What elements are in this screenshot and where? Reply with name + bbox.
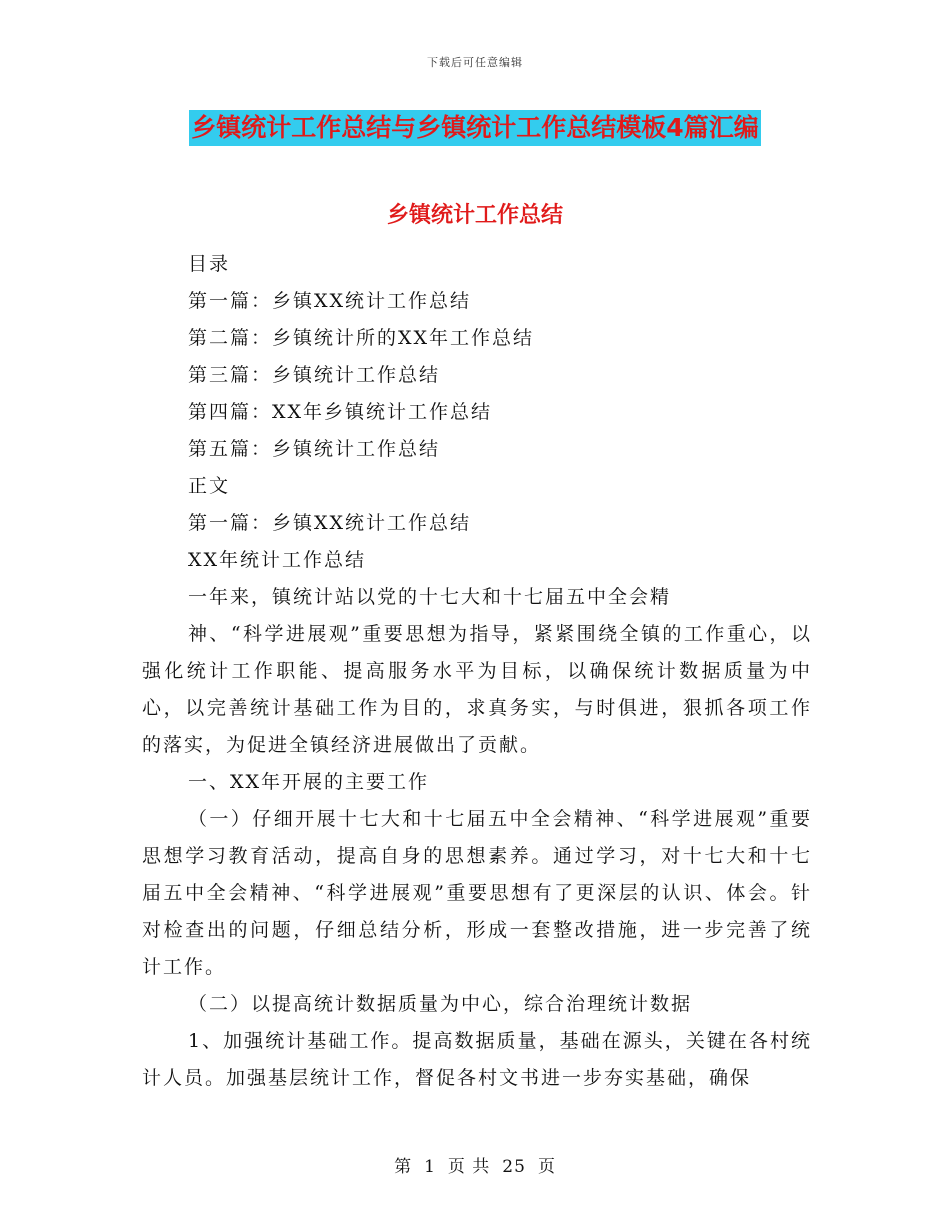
footer-total-pages: 25 (502, 1157, 526, 1177)
intro-line: 一年来，镇统计站以党的十七大和十七届五中全会精 (188, 586, 672, 608)
toc-item: 第二篇：乡镇统计所的XX年工作总结 (188, 327, 535, 349)
toc-heading: 目录 (188, 253, 231, 275)
page-footer (0, 1152, 950, 1177)
toc-item: 第一篇：乡镇XX统计工作总结 (188, 290, 472, 312)
section-heading: 一、XX年开展的主要工作 (188, 771, 430, 793)
doc-title: XX年统计工作总结 (188, 549, 367, 571)
sub-title: 乡镇统计工作总结 (386, 203, 563, 228)
part-title: 第一篇：乡镇XX统计工作总结 (188, 512, 472, 534)
main-title-wrap (0, 110, 950, 146)
document-body (142, 246, 812, 1097)
toc-item: 第四篇：XX年乡镇统计工作总结 (188, 401, 493, 423)
item-two-heading: （二）以提高统计数据质量为中心，综合治理统计数据 (188, 993, 693, 1015)
item-one-paragraph: （一）仔细开展十七大和十七届五中全会精神、“科学进展观”重要思想学习教育活动，提高自身的思想素养。通过学习，对十七大和十七届五中全会精神、“科学进展观”重要思想有了更深层的认识、体会。针对检查出的问题，仔细总结分析，形成一套整改措施，进一步完善了统计工作。 (142, 808, 812, 978)
intro-paragraph: 神、“科学进展观”重要思想为指导，紧紧围绕全镇的工作重心，以强化统计工作职能、提高服务水平为目标，以确保统计数据质量为中心，以完善统计基础工作为目的，求真务实，与时俱进，狠抓各项工作的落实，为促进全镇经济进展做出了贡献。 (142, 623, 812, 756)
main-title: 乡镇统计工作总结与乡镇统计工作总结模板4篇汇编 (189, 110, 760, 146)
point-one-paragraph: 1、加强统计基础工作。提高数据质量，基础在源头，关键在各村统计人员。加强基层统计工作，督促各村文书进一步夯实基础，确保 (142, 1030, 812, 1089)
body-heading: 正文 (188, 475, 231, 497)
header-note: 下载后可任意编辑 (427, 56, 523, 69)
toc-item: 第五篇：乡镇统计工作总结 (188, 438, 441, 460)
footer-middle: 页 共 (447, 1157, 491, 1177)
footer-suffix: 页 (537, 1157, 556, 1177)
footer-page-number: 1 (424, 1157, 436, 1177)
toc-item: 第三篇：乡镇统计工作总结 (188, 364, 441, 386)
footer-prefix: 第 (394, 1157, 413, 1177)
